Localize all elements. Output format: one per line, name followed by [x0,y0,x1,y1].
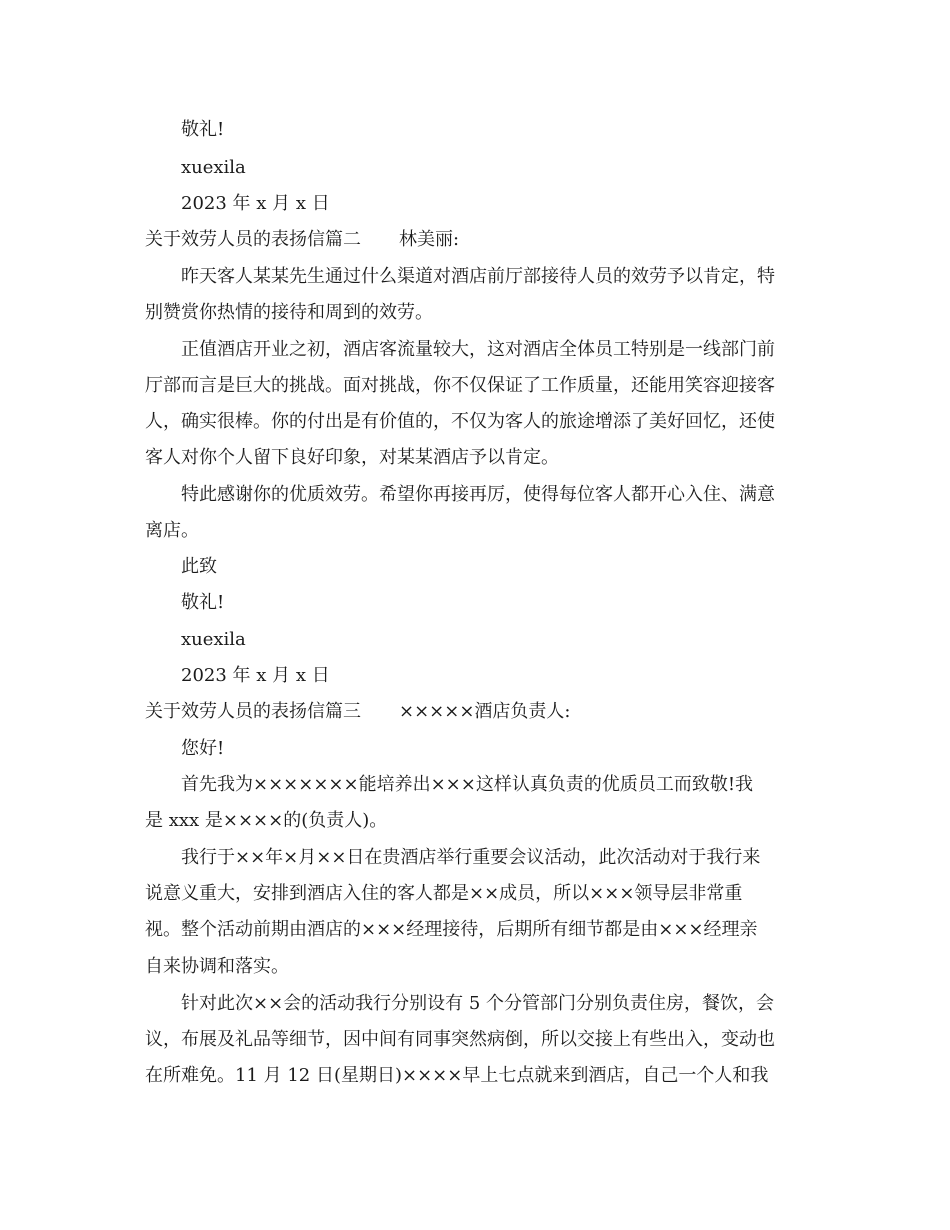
letter2-p3-line1: 特此感谢你的优质效劳。希望你再接再厉，使得每位客人都开心入住、满意 [181,484,775,505]
letter1-signature: xuexila [181,157,246,178]
letter2-p3-line2: 离店。 [145,520,199,541]
letter2-closing: 敬礼! [181,592,225,613]
letter2-p1-line1: 昨天客人某某先生通过什么渠道对酒店前厅部接待人员的效劳予以肯定，特 [181,266,775,287]
letter2-title: 关于效劳人员的表扬信篇二 [145,229,361,250]
letter3-heading-line [145,701,570,723]
letter2-p2-line4: 客人对你个人留下良好印象，对某某酒店予以肯定。 [145,447,559,468]
letter3-p3-line2: 议，布展及礼品等细节，因中间有同事突然病倒，所以交接上有些出入，变动也 [145,1029,775,1050]
letter2-p2-line3: 人，确实很棒。你的付出是有价值的，不仅为客人的旅途增添了美好回忆，还使 [145,411,775,432]
letter3-p2-line4: 自来协调和落实。 [145,956,289,977]
letter3-greeting: 您好! [181,738,225,759]
letter3-p2-line3: 视。整个活动前期由酒店的×××经理接待，后期所有细节都是由×××经理亲 [145,919,758,940]
letter3-p1-line1: 首先我为×××××××能培养出×××这样认真负责的优质员工而致敬!我 [181,774,754,795]
letter3-p3-line3: 在所难免。11 月 12 日(星期日)××××早上七点就来到酒店，自己一个人和我 [145,1065,769,1086]
letter3-recipient: ×××××酒店负责人: [399,701,571,722]
letter2-p2-line1: 正值酒店开业之初，酒店客流量较大，这对酒店全体员工特别是一线部门前 [181,339,775,360]
letter2-signature: xuexila [181,629,246,650]
letter2-date: 2023 年 x 月 x 日 [181,665,330,686]
letter3-p2-line1: 我行于××年×月××日在贵酒店举行重要会议活动，此次活动对于我行来 [181,847,761,868]
letter3-title: 关于效劳人员的表扬信篇三 [145,701,361,722]
letter1-closing: 敬礼! [181,119,225,140]
letter2-recipient: 林美丽: [399,229,460,250]
letter3-p3-line1: 针对此次××会的活动我行分别设有 5 个分管部门分别负责住房，餐饮，会 [181,993,775,1014]
letter1-date: 2023 年 x 月 x 日 [181,193,330,214]
letter3-p1-line2: 是 xxx 是××××的(负责人)。 [145,810,388,831]
letter3-p2-line2: 说意义重大，安排到酒店入住的客人都是××成员，所以×××领导层非常重 [145,883,743,904]
letter2-salutation: 此致 [181,556,217,577]
letter2-heading-line [145,229,459,251]
letter2-p2-line2: 厅部而言是巨大的挑战。面对挑战，你不仅保证了工作质量，还能用笑容迎接客 [145,375,775,396]
letter2-p1-line2: 别赞赏你热情的接待和周到的效劳。 [145,302,433,323]
